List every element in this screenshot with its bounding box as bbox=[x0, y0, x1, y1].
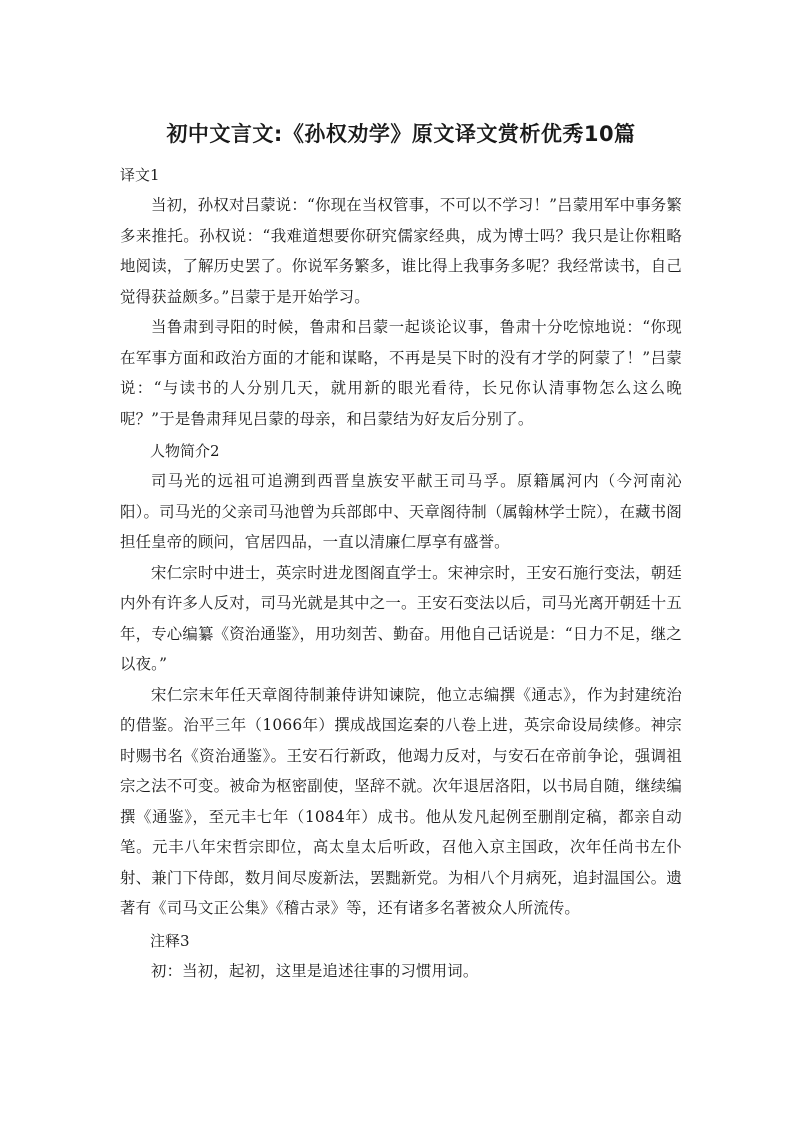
document-title: 初中文言文:《孙权劝学》原文译文赏析优秀10篇 bbox=[166, 122, 636, 146]
section-heading: 注释3 bbox=[150, 931, 190, 950]
paragraph: 宋仁宗末年任天章阁待制兼侍讲知谏院，他立志编撰《通志》，作为封建统治的借鉴。治平三年（1066年）撰成战国迄秦的八卷上进，英宗命设局续修。神宗时赐书名《资治通鉴》。王安石行新政，他竭力反对，与安石在帝前争论，强调祖宗之法不可变。被命为枢密副使，坚辞不就。次年退居洛阳，以书局自随，继续编撰《通鉴》，至元丰七年（1084年）成书。他从发凡起例至删削定稿，都亲自动笔。元丰八年宋哲宗即位，高太皇太后听政，召他入京主国政，次年任尚书左仆射、兼门下侍郎，数月间尽废新法，罢黜新党。为相八个月病死，追封温国公。遗著有《司马文正公集》《稽古录》等，还有诸多名著被众人所流传。 bbox=[120, 685, 682, 917]
document-page bbox=[120, 118, 682, 988]
paragraph: 宋仁宗时中进士，英宗时进龙图阁直学士。宋神宗时，王安石施行变法，朝廷内外有许多人反对，司马光就是其中之一。王安石变法以后，司马光离开朝廷十五年，专心编纂《资治通鉴》，用功刻苦、勤奋。用他自己话说是：“日力不足，继之以夜。” bbox=[120, 563, 682, 673]
section-translation bbox=[120, 160, 682, 434]
section-heading: 译文1 bbox=[120, 166, 160, 184]
paragraph: 当鲁肃到寻阳的时候，鲁肃和吕蒙一起谈论议事，鲁肃十分吃惊地说：“你现在军事方面和政治方面的才能和谋略，不再是吴下时的没有才学的阿蒙了！”吕蒙说：“与读书的人分别几天，就用新的眼光看待，长兄你认清事物怎么这么晚呢？”于是鲁肃拜见吕蒙的母亲，和吕蒙结为好友后分别了。 bbox=[120, 318, 682, 428]
section-heading: 人物简介2 bbox=[150, 442, 220, 460]
paragraph: 司马光的远祖可追溯到西晋皇族安平献王司马孚。原籍属河内（今河南沁阳）。司马光的父亲司马池曾为兵部郎中、天章阁待制（属翰林学士院），在藏书阁担任皇帝的顾问，官居四品，一直以清廉仁厚享有盛誉。 bbox=[120, 472, 682, 551]
section-biography bbox=[120, 436, 682, 924]
paragraph: 当初，孙权对吕蒙说：“你现在当权管事，不可以不学习！”吕蒙用军中事务繁多来推托。孙权说：“我难道想要你研究儒家经典，成为博士吗？我只是让你粗略地阅读，了解历史罢了。你说军务繁多，谁比得上我事务多呢？我经常读书，自己觉得获益颇多。”吕蒙于是开始学习。 bbox=[120, 196, 682, 306]
section-notes bbox=[120, 926, 682, 987]
paragraph: 初：当初，起初，这里是追述往事的习惯用词。 bbox=[151, 961, 479, 980]
